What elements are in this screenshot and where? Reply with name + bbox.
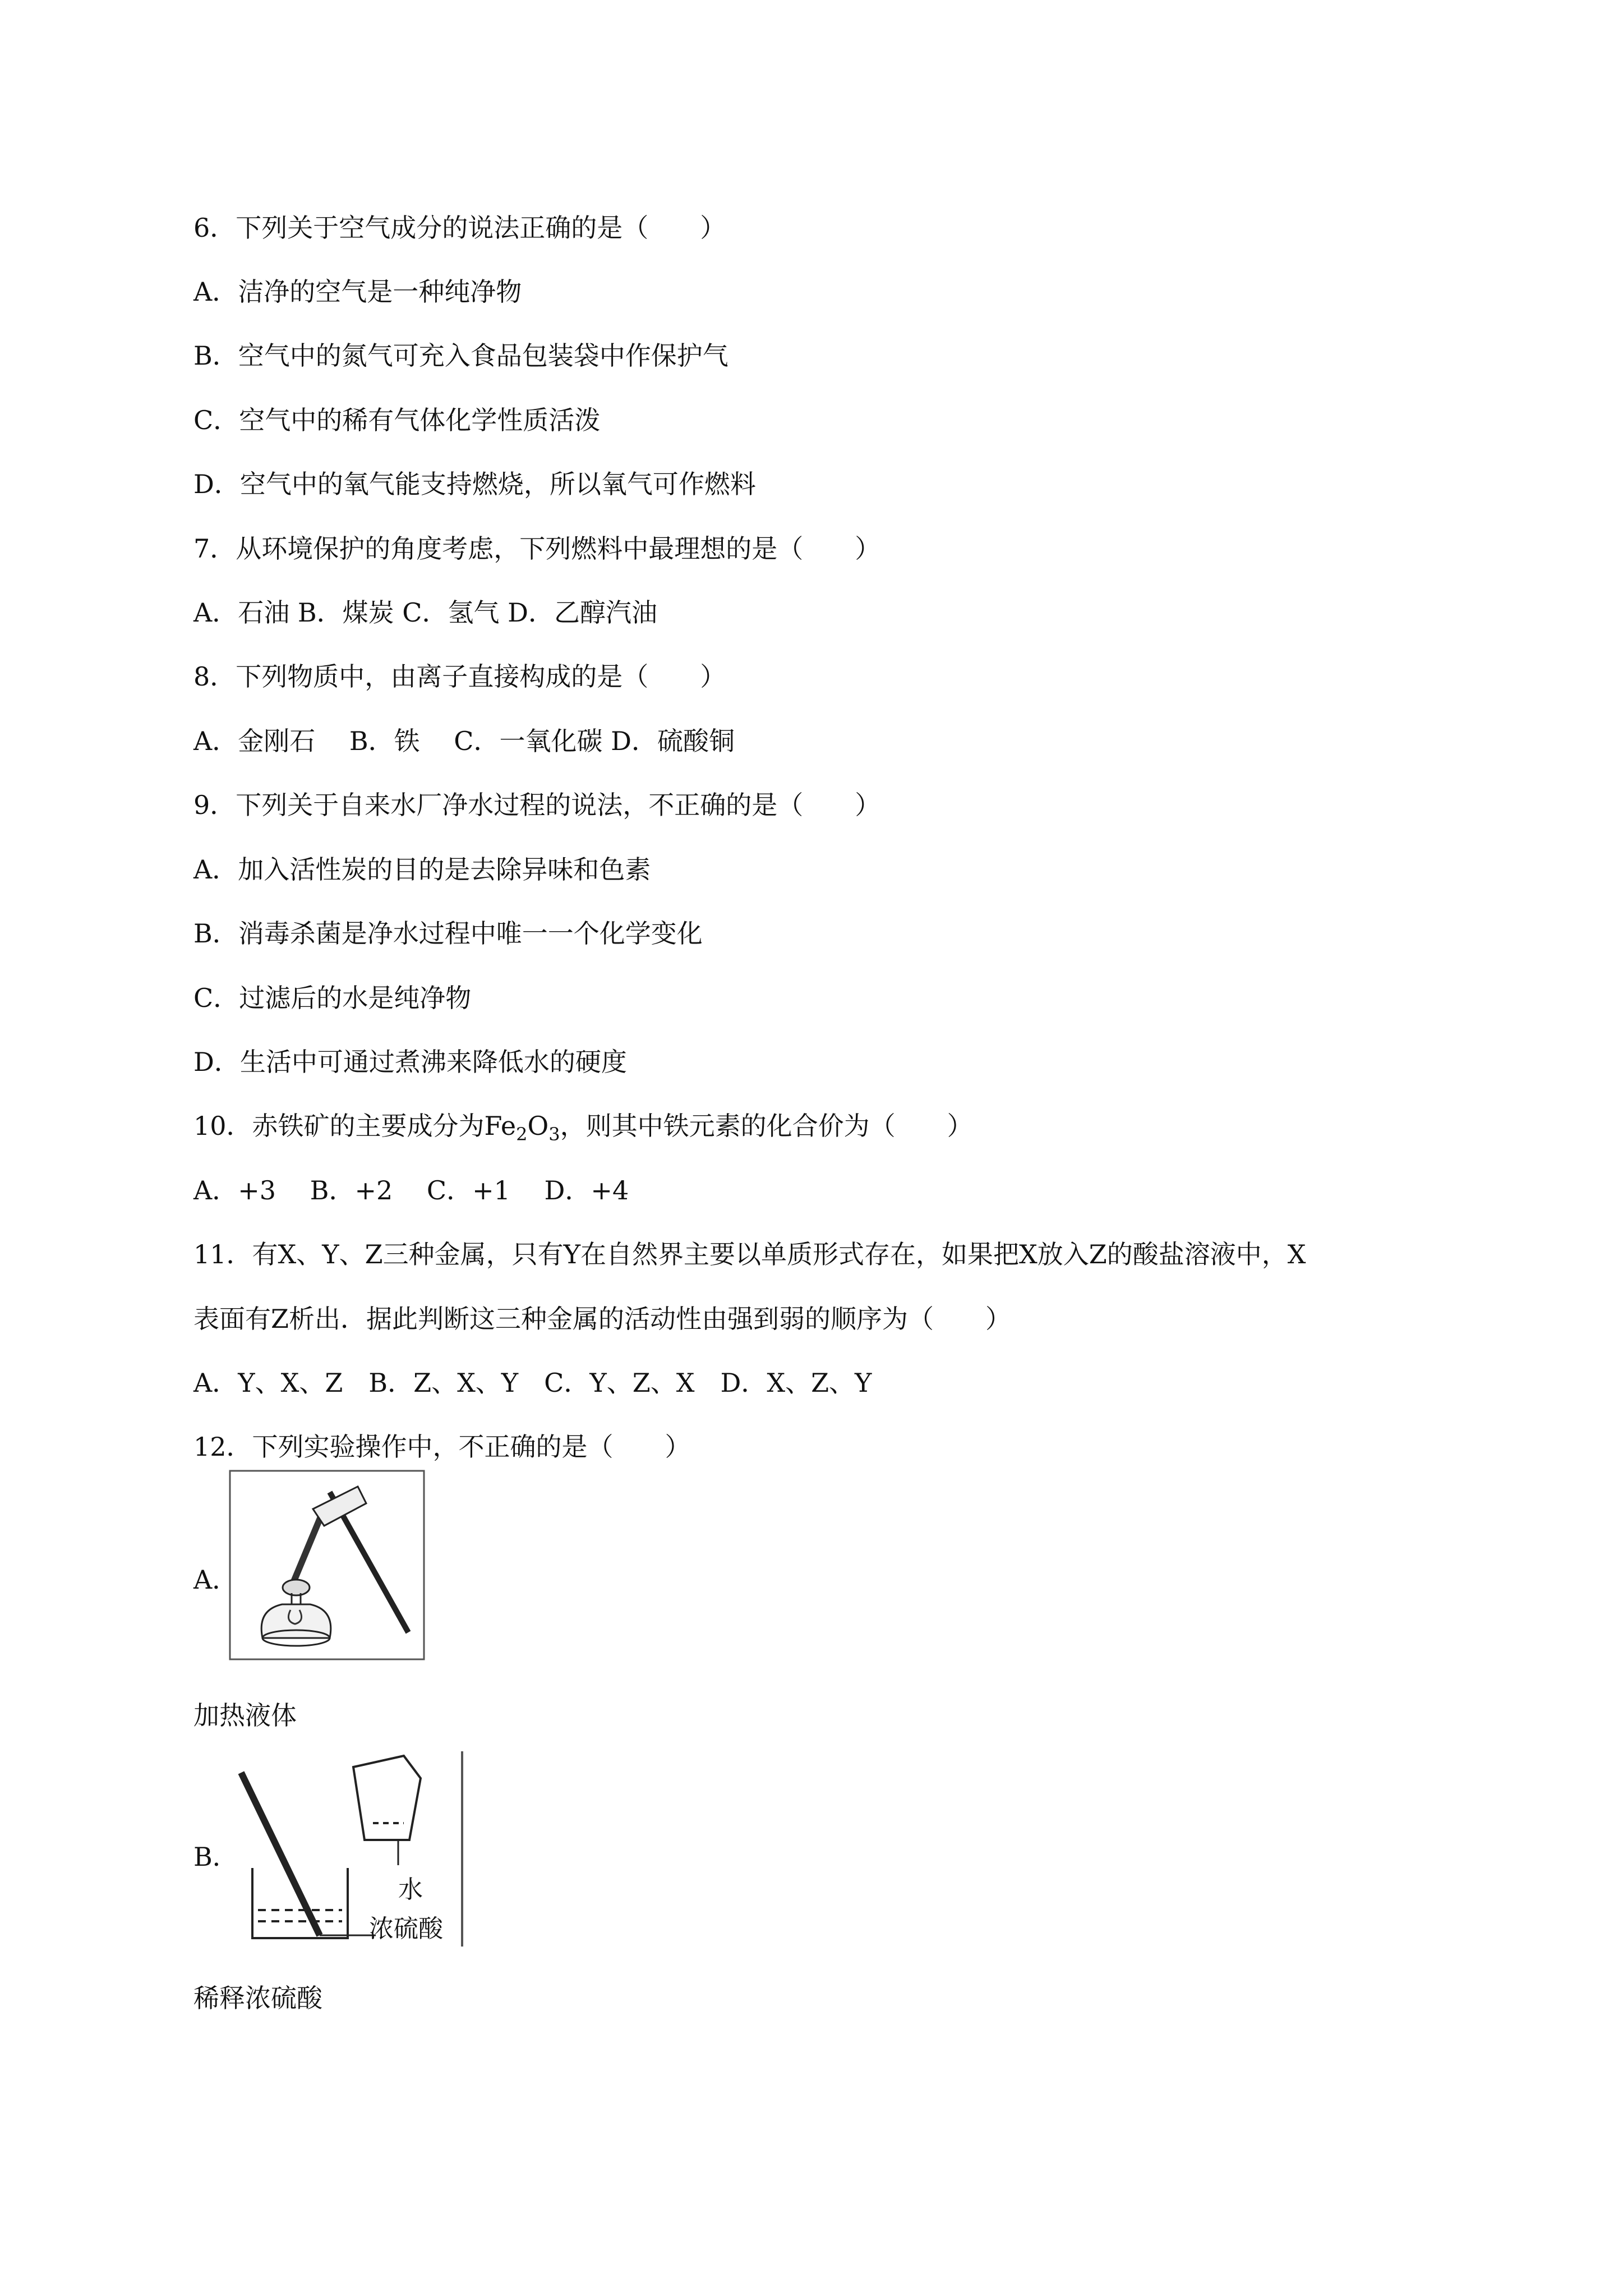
q12-option-a-caption: 加热液体 [193, 1700, 297, 1731]
q6-option-c: C．空气中的稀有气体化学性质活泼 [193, 405, 601, 435]
q10-stem [193, 1109, 973, 1151]
q11-stem-line2: 表面有Z析出．据此判断这三种金属的活动性由强到弱的顺序为（ ） [193, 1304, 1011, 1334]
water-label: 水 [398, 1875, 423, 1904]
q11-stem-line1: 11．有X、Y、Z三种金属，只有Y在自然界主要以单质形式存在，如果把X放入Z的酸盐溶液中，X [193, 1239, 1306, 1269]
q10-subscript-1: 2 [516, 1124, 528, 1145]
q12-option-b-letter: B． [193, 1842, 238, 1872]
q10-options: A．+3 B．+2 C．+1 D．+4 [193, 1175, 629, 1205]
q6-stem: 6．下列关于空气成分的说法正确的是（ ） [193, 213, 726, 243]
q7-stem: 7．从环境保护的角度考虑，下列燃料中最理想的是（ ） [193, 533, 881, 564]
q8-stem: 8．下列物质中，由离子直接构成的是（ ） [193, 661, 726, 692]
q12-option-b-caption: 稀释浓硫酸 [193, 1983, 322, 2013]
q12-option-a-letter: A． [193, 1565, 238, 1595]
heating-liquid-figure [229, 1470, 426, 1660]
q10-subscript-2: 3 [548, 1124, 560, 1145]
q9-option-b: B．消毒杀菌是净水过程中唯一一个化学变化 [193, 918, 703, 949]
concentrated-acid-label: 浓硫酸 [369, 1915, 443, 1943]
q6-option-b: B．空气中的氮气可充入食品包装袋中作保护气 [193, 341, 728, 371]
q9-stem: 9．下列关于自来水厂净水过程的说法，不正确的是（ ） [193, 790, 881, 820]
q10-stem-mid: O [527, 1111, 549, 1141]
dilute-acid-figure [236, 1750, 471, 1952]
q7-options: A．石油 B．煤炭 C．氢气 D．乙醇汽油 [193, 597, 657, 628]
q10-stem-pre: 10．赤铁矿的主要成分为Fe [193, 1111, 517, 1141]
q10-stem-post: ，则其中铁元素的化合价为（ ） [560, 1111, 973, 1141]
q6-option-d: D．空气中的氧气能支持燃烧，所以氧气可作燃料 [193, 469, 756, 499]
q9-option-a: A．加入活性炭的目的是去除异味和色素 [193, 854, 651, 885]
q9-option-c: C．过滤后的水是纯净物 [193, 983, 472, 1013]
q8-options: A．金刚石 B．铁 C．一氧化碳 D．硫酸铜 [193, 726, 735, 756]
q12-stem: 12．下列实验操作中，不正确的是（ ） [193, 1432, 691, 1462]
q9-option-d: D．生活中可通过煮沸来降低水的硬度 [193, 1047, 627, 1077]
q11-options: A．Y、X、Z B．Z、X、Y C．Y、Z、X D．X、Z、Y [193, 1368, 872, 1398]
q6-option-a: A．洁净的空气是一种纯净物 [193, 277, 522, 307]
